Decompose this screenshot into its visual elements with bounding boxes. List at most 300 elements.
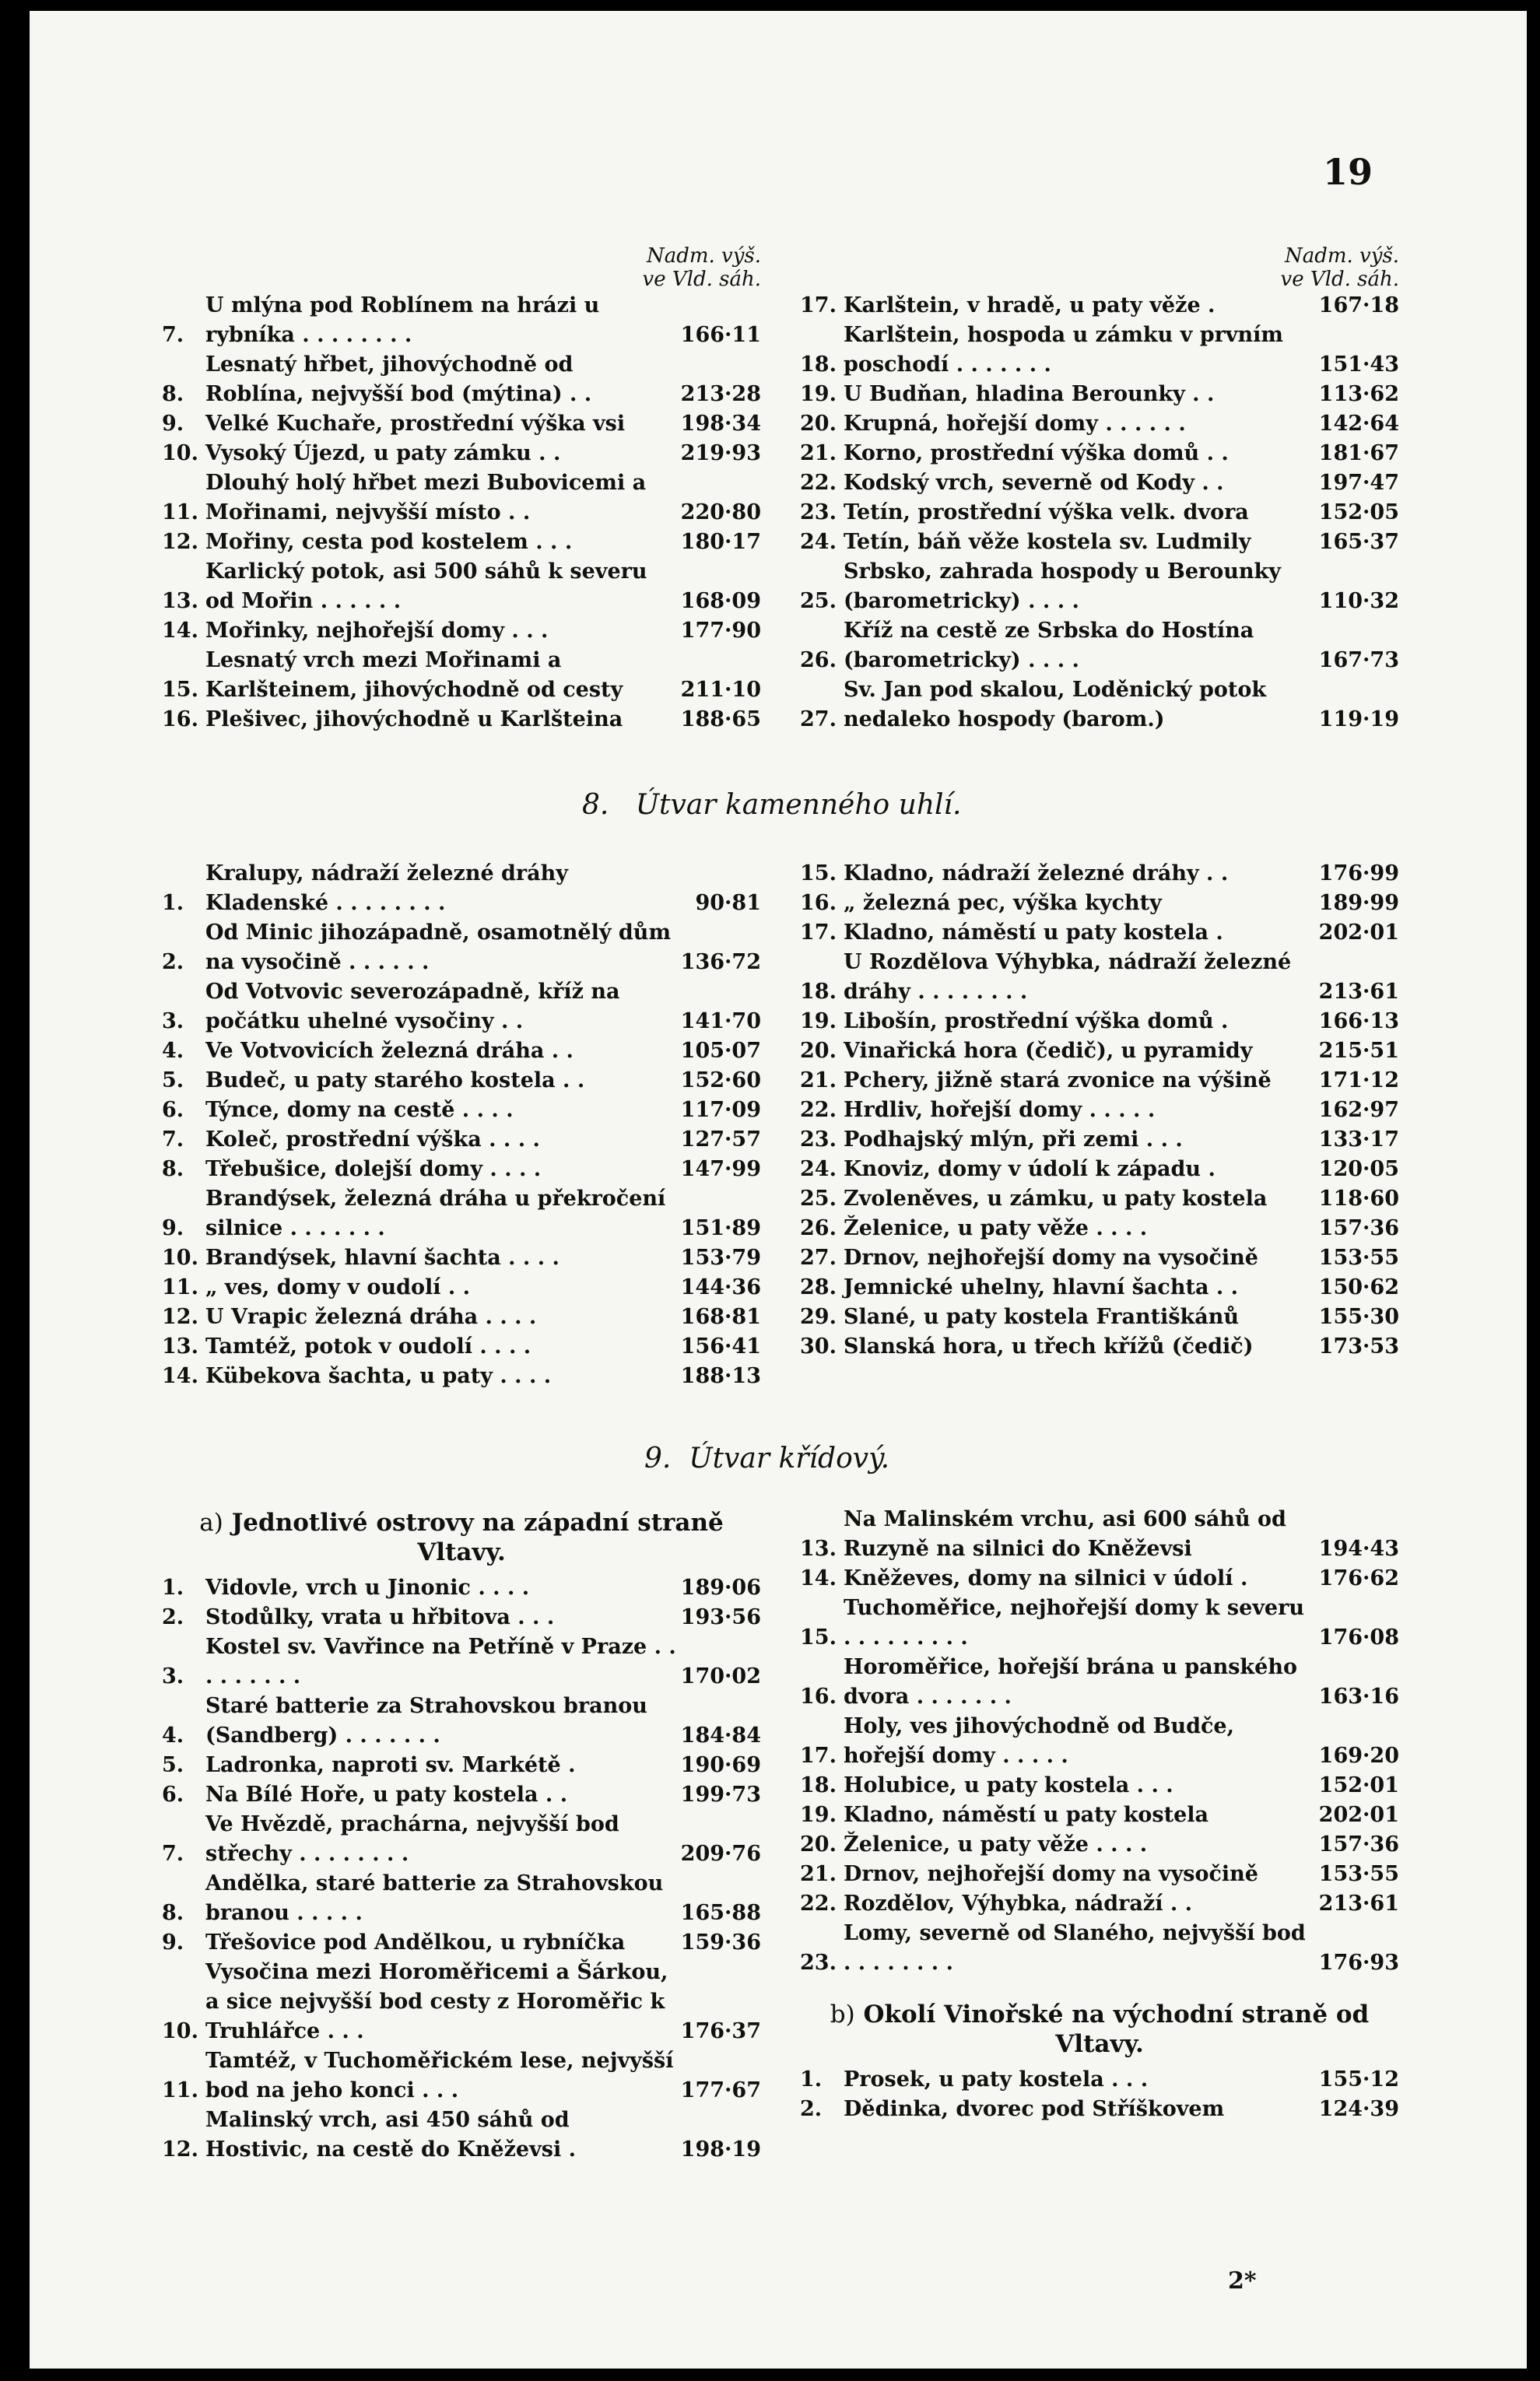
entry-height: 202·01: [1318, 920, 1399, 945]
list-item: [162, 439, 761, 468]
entry-location: Mořiny, cesta pod kostelem . . .: [205, 530, 573, 554]
entry-height: 199·73: [680, 1783, 761, 1807]
entry-number: 11.: [162, 1275, 198, 1299]
entry-location: Holy, ves jihovýchodně od Budče, hořejší domy . . . . .: [844, 1714, 1234, 1768]
section-9-heading: 9. Útvar křídový.: [644, 1443, 890, 1475]
entry-number: 23.: [800, 1127, 837, 1152]
entry-location: Krupná, hořejší domy . . . . . .: [844, 412, 1186, 436]
entry-number: 18.: [800, 352, 837, 377]
entry-location: Vinařická hora (čedič), u pyramidy: [844, 1039, 1253, 1063]
column-mid-right: [800, 859, 1399, 1362]
entry-height: 118·60: [1318, 1187, 1399, 1211]
entry-location: Slané, u paty kostela Františkánů: [844, 1305, 1239, 1329]
entry-location: „ železná pec, výška kychty: [844, 891, 1162, 915]
entry-height: 90·81: [695, 891, 761, 915]
section-8-heading: 8. Útvar kamenného uhlí.: [582, 789, 962, 821]
column-mid-left: [162, 859, 761, 1391]
entry-height: 113·62: [1318, 382, 1399, 406]
list-item: [800, 616, 1399, 675]
list-item: [800, 948, 1399, 1007]
entry-height: 133·17: [1318, 1127, 1399, 1152]
entry-location: Knoviz, domy v údolí k západu .: [844, 1157, 1216, 1181]
entry-location: Tamtéž, v Tuchoměřickém lese, nejvyšší bod na jeho konci . . .: [205, 2049, 674, 2102]
list-item: [162, 1810, 761, 1869]
entry-location: Týnce, domy na cestě . . . .: [205, 1098, 514, 1122]
entry-height: 152·01: [1318, 1773, 1399, 1797]
list-item: [162, 557, 761, 616]
page-number: 19: [1323, 151, 1373, 193]
entry-number: 2.: [800, 2097, 823, 2121]
entry-height: 213·28: [680, 382, 761, 406]
entry-height: 169·20: [1318, 1744, 1399, 1768]
entry-number: 22.: [800, 471, 837, 495]
entry-height: 163·16: [1318, 1685, 1399, 1709]
entry-number: 29.: [800, 1305, 837, 1329]
entry-height: 211·10: [680, 678, 761, 702]
entry-number: 9.: [162, 1216, 184, 1240]
entry-location: Andělka, staré batterie za Strahovskou branou . . . . .: [205, 1871, 664, 1925]
list-item: [800, 321, 1399, 380]
entry-height: 180·17: [680, 530, 761, 554]
entry-location: Na Malinském vrchu, asi 600 sáhů od Ruzyně na silnici do Kněževsi: [844, 1507, 1286, 1561]
list-item: [800, 291, 1399, 321]
list-item: [800, 409, 1399, 439]
entry-location: Drnov, nejhořejší domy na vysočině: [844, 1246, 1258, 1270]
list-item: [800, 1273, 1399, 1303]
entry-location: Třebušice, dolejší domy . . . .: [205, 1157, 542, 1181]
list-item: [162, 1155, 761, 1184]
entry-location: Drnov, nejhořejší domy na vysočině: [844, 1862, 1258, 1886]
header-vtd: ve Vld. sáh.: [642, 268, 761, 291]
entry-height: 170·02: [680, 1664, 761, 1688]
entry-number: 28.: [800, 1275, 837, 1299]
entry-number: 26.: [800, 648, 837, 672]
entry-number: 19.: [800, 1803, 837, 1827]
list-item: [800, 1332, 1399, 1362]
entry-number: 14.: [162, 1364, 198, 1388]
entry-location: Koleč, prostřední výška . . . .: [205, 1127, 540, 1152]
entry-height: 156·41: [680, 1334, 761, 1359]
list-item: [162, 528, 761, 557]
entry-location: Velké Kuchaře, prostřední výška vsi: [205, 412, 626, 436]
entry-location: Kříž na cestě ze Srbska do Hostína (barometricky) . . . .: [844, 619, 1254, 672]
entry-number: 8.: [162, 1901, 184, 1925]
entry-number: 13.: [800, 1537, 837, 1561]
entry-number: 10.: [162, 1246, 198, 1270]
list-item: [800, 528, 1399, 557]
entry-location: Holubice, u paty kostela . . .: [844, 1773, 1173, 1797]
entry-number: 6.: [162, 1783, 184, 1807]
list-item: [800, 380, 1399, 409]
entry-location: Želenice, u paty věže . . . .: [844, 1832, 1148, 1857]
entry-location: Dědinka, dvorec pod Stříškovem: [844, 2097, 1225, 2121]
page: [30, 11, 1527, 2369]
entry-number: 25.: [800, 1187, 837, 1211]
list-item: [800, 859, 1399, 889]
entry-height: 188·13: [680, 1364, 761, 1388]
subsection-a-heading: a) Jednotlivé ostrovy na západní straně Vltavy.: [199, 1509, 724, 1566]
entry-height: 124·39: [1318, 2097, 1399, 2121]
entry-number: 25.: [800, 589, 837, 613]
entry-location: Tetín, báň věže kostela sv. Ludmily: [844, 530, 1251, 554]
list-item: [800, 1125, 1399, 1155]
entry-location: Kostel sv. Vavřince na Petříně v Praze . . . . . . . . .: [205, 1635, 676, 1688]
entry-location: Na Bílé Hoře, u paty kostela . .: [205, 1783, 568, 1807]
entry-height: 136·72: [680, 950, 761, 974]
entry-number: 5.: [162, 1068, 184, 1092]
list-item: [800, 1919, 1399, 1978]
entry-height: 176·62: [1318, 1566, 1399, 1590]
header-vtd: ve Vld. sáh.: [1280, 268, 1399, 291]
list-item: [162, 1928, 761, 1958]
entry-number: 12.: [162, 530, 198, 554]
list-item: [800, 1771, 1399, 1801]
entry-location: Třešovice pod Andělkou, u rybníčka: [205, 1930, 626, 1955]
entry-height: 181·67: [1318, 441, 1399, 465]
entry-number: 21.: [800, 441, 837, 465]
list-item: [800, 1801, 1399, 1830]
column-bottom-left: [162, 1505, 761, 2165]
entry-location: Kodský vrch, severně od Kody . .: [844, 471, 1224, 495]
entry-height: 162·97: [1318, 1098, 1399, 1122]
entry-height: 155·12: [1318, 2067, 1399, 2092]
entry-number: 1.: [162, 891, 184, 915]
entry-number: 15.: [162, 678, 198, 702]
entry-number: 2.: [162, 1605, 184, 1629]
entry-location: Podhajský mlýn, při zemi . . .: [844, 1127, 1183, 1152]
list-item: [800, 1096, 1399, 1125]
entry-location: Kübekova šachta, u paty . . . .: [205, 1364, 552, 1388]
entry-height: 127·57: [680, 1127, 761, 1152]
list-item: [162, 291, 761, 350]
entry-height: 177·67: [680, 2078, 761, 2102]
entry-number: 27.: [800, 707, 837, 731]
entry-height: 220·80: [680, 500, 761, 524]
list-item: [162, 1362, 761, 1391]
list-item: [162, 468, 761, 528]
entry-height: 184·84: [680, 1724, 761, 1748]
entry-number: 1.: [162, 1576, 184, 1600]
list-item: [800, 1889, 1399, 1919]
entry-number: 26.: [800, 1216, 837, 1240]
entry-height: 141·70: [680, 1009, 761, 1033]
entry-location: Od Minic jihozápadně, osamotnělý dům na vysočině . . . . . .: [205, 920, 672, 974]
list-item: [800, 1830, 1399, 1860]
entry-height: 153·79: [680, 1246, 761, 1270]
entry-location: Dlouhý holý hřbet mezi Bubovicemi a Mořinami, nejvyšší místo . .: [205, 471, 647, 524]
entry-height: 176·08: [1318, 1625, 1399, 1650]
list-item: [800, 1653, 1399, 1712]
entry-height: 110·32: [1318, 589, 1399, 613]
entry-number: 4.: [162, 1724, 184, 1748]
entry-location: Tuchoměřice, nejhořejší domy k severu . . . . . . . . .: [844, 1596, 1304, 1650]
entry-location: Staré batterie za Strahovskou branou (Sandberg) . . . . . . .: [205, 1694, 647, 1748]
list-item: [800, 1066, 1399, 1096]
entry-number: 7.: [162, 1842, 184, 1866]
column-header: [800, 244, 1399, 291]
entry-height: 168·09: [680, 589, 761, 613]
entry-number: 18.: [800, 1773, 837, 1797]
list-item: [162, 1632, 761, 1692]
list-item: [162, 1125, 761, 1155]
entry-height: 198·34: [680, 412, 761, 436]
entry-location: Ladronka, naproti sv. Markétě .: [205, 1753, 576, 1777]
entry-location: Karlštein, hospoda u zámku v prvním poschodí . . . . . . .: [844, 323, 1283, 377]
entry-height: 151·43: [1318, 352, 1399, 377]
entry-number: 15.: [800, 861, 837, 885]
entry-number: 21.: [800, 1068, 837, 1092]
entry-location: Slanská hora, u třech křížů (čedič): [844, 1334, 1254, 1359]
list-item: [162, 646, 761, 705]
entry-location: Malinský vrch, asi 450 sáhů od Hostivic, na cestě do Kněževsi .: [205, 2108, 577, 2162]
entry-location: Korno, prostřední výška domů . .: [844, 441, 1229, 465]
entry-number: 23.: [800, 500, 837, 524]
list-item: [800, 1214, 1399, 1243]
list-item: [162, 1573, 761, 1603]
list-item: [800, 1007, 1399, 1036]
entry-location: Jemnické uhelny, hlavní šachta . .: [844, 1275, 1239, 1299]
entry-location: Kněževes, domy na silnici v údolí .: [844, 1566, 1248, 1590]
entry-number: 8.: [162, 382, 184, 406]
entry-number: 14.: [162, 619, 198, 643]
entry-location: Prosek, u paty kostela . . .: [844, 2067, 1149, 2092]
list-item: [800, 1184, 1399, 1214]
list-item: [162, 1692, 761, 1751]
list-item: [162, 1036, 761, 1066]
entry-number: 16.: [162, 707, 198, 731]
entry-height: 144·36: [680, 1275, 761, 1299]
entry-height: 153·55: [1318, 1862, 1399, 1886]
list-item: [162, 1273, 761, 1303]
entry-height: 117·09: [680, 1098, 761, 1122]
entry-location: Tamtéž, potok v oudolí . . . .: [205, 1334, 531, 1359]
entry-number: 17.: [800, 1744, 837, 1768]
list-item: [800, 468, 1399, 498]
list-item: [800, 1712, 1399, 1771]
subsection-b-heading: b) Okolí Vinořské na východní straně od Vltavy.: [830, 2001, 1370, 2058]
entry-location: Brandýsek, hlavní šachta . . . .: [205, 1246, 560, 1270]
entry-location: Vidovle, vrch u Jinonic . . . .: [205, 1576, 530, 1600]
list-item: [162, 616, 761, 646]
entry-height: 176·93: [1318, 1951, 1399, 1975]
list-item: [162, 1096, 761, 1125]
list-item: [800, 557, 1399, 616]
list-item: [162, 1603, 761, 1632]
entry-number: 5.: [162, 1753, 184, 1777]
entry-number: 21.: [800, 1862, 837, 1886]
entry-height: 189·06: [680, 1576, 761, 1600]
entry-location: „ ves, domy v oudolí . .: [205, 1275, 471, 1299]
entry-location: U mlýna pod Roblínem na hrázi u rybníka . . . . . . . .: [205, 293, 600, 347]
entry-height: 188·65: [680, 707, 761, 731]
entry-location: Pchery, jižně stará zvonice na výšině: [844, 1068, 1272, 1092]
entry-height: 202·01: [1318, 1803, 1399, 1827]
entry-height: 159·36: [680, 1930, 761, 1955]
list-item: [800, 1303, 1399, 1332]
list-item: [162, 1066, 761, 1096]
entry-number: 3.: [162, 1664, 184, 1688]
entry-number: 18.: [800, 980, 837, 1004]
entry-location: Libošín, prostřední výška domů .: [844, 1009, 1229, 1033]
entry-height: 157·36: [1318, 1216, 1399, 1240]
entry-height: 166·13: [1318, 1009, 1399, 1033]
entry-number: 17.: [800, 920, 837, 945]
column-top-left: [162, 244, 761, 735]
entry-height: 168·81: [680, 1305, 761, 1329]
column-bottom-right: [800, 1505, 1399, 2124]
entry-height: 120·05: [1318, 1157, 1399, 1181]
entry-height: 171·12: [1318, 1068, 1399, 1092]
list-item: [800, 2095, 1399, 2124]
entry-number: 12.: [162, 2137, 198, 2162]
entry-height: 176·37: [680, 2019, 761, 2043]
entry-location: Tetín, prostřední výška velk. dvora: [844, 500, 1249, 524]
entry-location: U Budňan, hladina Berounky . .: [844, 382, 1215, 406]
entry-location: Ve Votvovicích železná dráha . .: [205, 1039, 574, 1063]
entry-location: Zvoleněves, u zámku, u paty kostela: [844, 1187, 1268, 1211]
entry-height: 142·64: [1318, 412, 1399, 436]
entry-height: 219·93: [680, 441, 761, 465]
entry-number: 7.: [162, 323, 184, 347]
entry-location: Hrdliv, hořejší domy . . . . .: [844, 1098, 1156, 1122]
entry-number: 22.: [800, 1098, 837, 1122]
entry-location: U Vrapic železná dráha . . . .: [205, 1305, 537, 1329]
entry-number: 19.: [800, 382, 837, 406]
entry-location: Srbsko, zahrada hospody u Berounky (barometricky) . . . .: [844, 559, 1281, 613]
list-item: [162, 2046, 761, 2106]
entry-number: 27.: [800, 1246, 837, 1270]
entry-location: Želenice, u paty věže . . . .: [844, 1216, 1148, 1240]
list-item: [162, 1780, 761, 1810]
entry-location: Vysočina mezi Horoměřicemi a Šárkou, a sice nejvyšší bod cesty z Horoměřic k Truhlářce . . .: [205, 1960, 668, 2043]
list-item: [162, 705, 761, 735]
entry-number: 11.: [162, 500, 198, 524]
entry-location: Horoměřice, hořejší brána u panského dvora . . . . . . .: [844, 1655, 1297, 1709]
entry-number: 19.: [800, 1009, 837, 1033]
entry-height: 165·37: [1318, 530, 1399, 554]
entry-location: Brandýsek, železná dráha u překročení silnice . . . . . . .: [205, 1187, 666, 1240]
entry-height: 215·51: [1318, 1039, 1399, 1063]
entry-height: 167·18: [1318, 293, 1399, 317]
entry-number: 11.: [162, 2078, 198, 2102]
list-item: [800, 918, 1399, 948]
entry-height: 190·69: [680, 1753, 761, 1777]
entry-number: 2.: [162, 950, 184, 974]
entry-height: 166·11: [680, 323, 761, 347]
entry-location: Lomy, severně od Slaného, nejvyšší bod . . . . . . . .: [844, 1921, 1306, 1975]
list-item: [162, 1958, 761, 2046]
entry-number: 30.: [800, 1334, 837, 1359]
entry-height: 213·61: [1318, 1892, 1399, 1916]
list-item: [162, 859, 761, 918]
entry-number: 15.: [800, 1625, 837, 1650]
entry-number: 13.: [162, 589, 198, 613]
entry-location: Plešivec, jihovýchodně u Karlšteina: [205, 707, 623, 731]
list-item: [800, 889, 1399, 918]
entry-location: Kralupy, nádraží železné dráhy Kladenské . . . . . . . .: [205, 861, 568, 915]
entry-height: 198·19: [680, 2137, 761, 2162]
entry-number: 9.: [162, 412, 184, 436]
entry-number: 9.: [162, 1930, 184, 1955]
entry-height: 213·61: [1318, 980, 1399, 1004]
list-item: [162, 1332, 761, 1362]
list-item: [800, 1860, 1399, 1889]
header-nadm: Nadm. výš.: [1284, 244, 1399, 268]
list-item: [800, 1564, 1399, 1594]
entry-location: Rozdělov, Výhybka, nádraží . .: [844, 1892, 1193, 1916]
entry-location: Ve Hvězdě, prachárna, nejvyšší bod střechy . . . . . . . .: [205, 1812, 619, 1866]
column-header: [162, 244, 761, 291]
list-item: [162, 1243, 761, 1273]
entry-number: 16.: [800, 891, 837, 915]
entry-location: Vysoký Újezd, u paty zámku . .: [205, 441, 561, 465]
entry-location: Karlštein, v hradě, u paty věže .: [844, 293, 1216, 317]
entry-location: Kladno, nádraží železné dráhy . .: [844, 861, 1229, 885]
list-item: [800, 1594, 1399, 1653]
signature-mark: 2*: [1228, 2267, 1257, 2295]
list-item: [162, 1303, 761, 1332]
list-item: [800, 498, 1399, 528]
entry-location: Lesnatý vrch mezi Mořinami a Karlšteinem, jihovýchodně od cesty: [205, 648, 623, 702]
entry-location: Sv. Jan pod skalou, Loděnický potok nedaleko hospody (barom.): [844, 678, 1267, 731]
list-item: [162, 409, 761, 439]
entry-height: 153·55: [1318, 1246, 1399, 1270]
entry-height: 165·88: [680, 1901, 761, 1925]
entry-location: U Rozdělova Výhybka, nádraží železné dráhy . . . . . . . .: [844, 950, 1292, 1004]
entry-height: 152·60: [680, 1068, 761, 1092]
entry-number: 23.: [800, 1951, 837, 1975]
entry-number: 20.: [800, 1832, 837, 1857]
entry-height: 193·56: [680, 1605, 761, 1629]
entry-location: Karlický potok, asi 500 sáhů k severu od Mořin . . . . . .: [205, 559, 647, 613]
entry-height: 152·05: [1318, 500, 1399, 524]
entry-number: 6.: [162, 1098, 184, 1122]
column-top-right: [800, 244, 1399, 735]
entry-number: 14.: [800, 1566, 837, 1590]
entry-number: 20.: [800, 412, 837, 436]
entry-number: 22.: [800, 1892, 837, 1916]
entry-number: 13.: [162, 1334, 198, 1359]
entry-height: 194·43: [1318, 1537, 1399, 1561]
list-item: [162, 1869, 761, 1928]
entry-location: Kladno, náměstí u paty kostela: [844, 1803, 1209, 1827]
header-nadm: Nadm. výš.: [646, 244, 761, 268]
entry-number: 3.: [162, 1009, 184, 1033]
entry-location: Budeč, u paty starého kostela . .: [205, 1068, 585, 1092]
list-item: [800, 439, 1399, 468]
list-item: [800, 1036, 1399, 1066]
entry-location: Od Votvovic severozápadně, kříž na počátku uhelné vysočiny . .: [205, 980, 620, 1033]
list-item: [800, 675, 1399, 735]
entry-height: 177·90: [680, 619, 761, 643]
list-item: [800, 1243, 1399, 1273]
entry-location: Stodůlky, vrata u hřbitova . . .: [205, 1605, 555, 1629]
entry-height: 167·73: [1318, 648, 1399, 672]
entry-location: Mořinky, nejhořejší domy . . .: [205, 619, 549, 643]
list-item: [800, 1155, 1399, 1184]
entry-height: 173·53: [1318, 1334, 1399, 1359]
entry-number: 16.: [800, 1685, 837, 1709]
entry-height: 105·07: [680, 1039, 761, 1063]
entry-height: 189·99: [1318, 891, 1399, 915]
entry-height: 157·36: [1318, 1832, 1399, 1857]
entry-number: 8.: [162, 1157, 184, 1181]
entry-number: 10.: [162, 441, 198, 465]
entry-number: 20.: [800, 1039, 837, 1063]
entry-number: 4.: [162, 1039, 184, 1063]
entry-height: 151·89: [680, 1216, 761, 1240]
entry-height: 150·62: [1318, 1275, 1399, 1299]
